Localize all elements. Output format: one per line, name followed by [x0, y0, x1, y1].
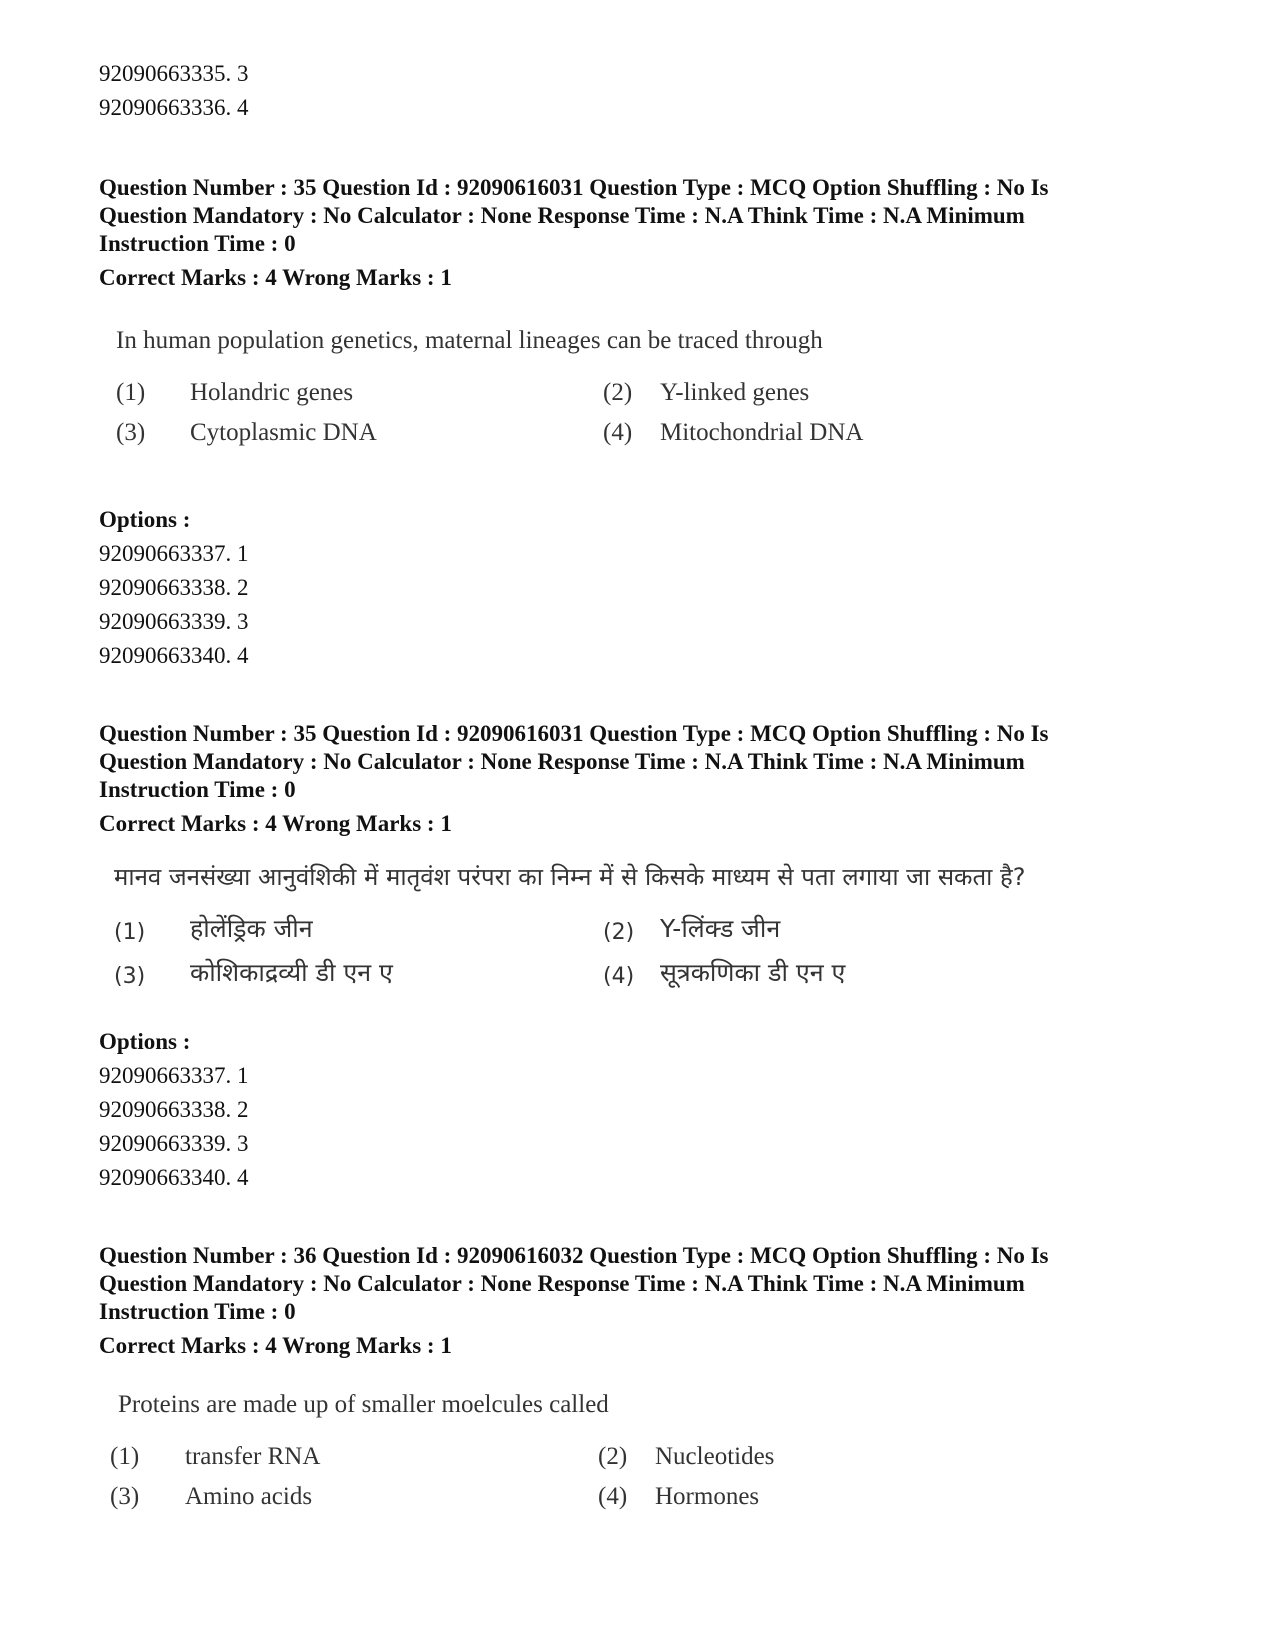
choice-number: (3) [110, 1483, 140, 1510]
choice-text: Holandric genes [190, 379, 354, 406]
choice-number: (1) [116, 379, 146, 406]
question-meta-line: Question Number : 36 Question Id : 92090616032 Question Type : MCQ Option Shuffling : No Is [99, 1243, 1049, 1268]
choice-text: Y-linked genes [660, 379, 810, 406]
question-text: मानव जनसंख्या आनुवंशिकी में मातृवंश परंपरा का निम्न में से किसके माध्यम से पता लगाया जा सकता है? [114, 863, 1026, 891]
choice-number: (3) [114, 964, 146, 989]
choice-text: Cytoplasmic DNA [190, 419, 377, 446]
option-line: 92090663338. 2 [99, 575, 249, 600]
question-meta-line: Question Mandatory : No Calculator : None Response Time : N.A Think Time : N.A Minimum [99, 1271, 1025, 1296]
options-heading: Options : [99, 1029, 191, 1054]
option-line: 92090663337. 1 [99, 1063, 249, 1088]
choice-text: Y-लिंक्ड जीन [660, 914, 781, 943]
choice-number: (3) [116, 419, 146, 446]
question-meta-line: Question Mandatory : No Calculator : None Response Time : N.A Think Time : N.A Minimum [99, 203, 1025, 228]
choice-text: Mitochondrial DNA [660, 419, 864, 446]
choice-number: (2) [598, 1443, 628, 1470]
options-heading: Options : [99, 507, 191, 532]
marks-line: Correct Marks : 4 Wrong Marks : 1 [99, 1333, 452, 1358]
option-line: 92090663336. 4 [99, 95, 249, 120]
question-meta-line: Question Number : 35 Question Id : 92090616031 Question Type : MCQ Option Shuffling : No Is [99, 175, 1049, 200]
option-line: 92090663335. 3 [99, 61, 249, 86]
option-line: 92090663338. 2 [99, 1097, 249, 1122]
choice-number: (4) [598, 1483, 628, 1510]
question-meta-line: Instruction Time : 0 [99, 1299, 296, 1324]
choice-text: Amino acids [185, 1483, 313, 1510]
question-text: Proteins are made up of smaller moelcules called [118, 1391, 609, 1418]
option-line: 92090663339. 3 [99, 1131, 249, 1156]
question-text: In human population genetics, maternal lineages can be traced through [116, 327, 823, 354]
marks-line: Correct Marks : 4 Wrong Marks : 1 [99, 265, 452, 290]
choice-text: transfer RNA [185, 1443, 321, 1470]
choice-text: Hormones [655, 1483, 760, 1510]
question-meta-line: Question Number : 35 Question Id : 92090616031 Question Type : MCQ Option Shuffling : No Is [99, 721, 1049, 746]
option-line: 92090663340. 4 [99, 643, 249, 668]
question-meta-line: Instruction Time : 0 [99, 777, 296, 802]
choice-number: (2) [603, 920, 635, 945]
choice-text: सूत्रकणिका डी एन ए [660, 958, 846, 987]
marks-line: Correct Marks : 4 Wrong Marks : 1 [99, 811, 452, 836]
choice-number: (1) [114, 920, 146, 945]
option-line: 92090663339. 3 [99, 609, 249, 634]
choice-number: (1) [110, 1443, 140, 1470]
choice-number: (4) [603, 419, 633, 446]
question-meta-line: Question Mandatory : No Calculator : None Response Time : N.A Think Time : N.A Minimum [99, 749, 1025, 774]
option-line: 92090663340. 4 [99, 1165, 249, 1190]
question-meta-line: Instruction Time : 0 [99, 231, 296, 256]
choice-text: Nucleotides [655, 1443, 775, 1470]
option-line: 92090663337. 1 [99, 541, 249, 566]
choice-text: होलेंड्रिक जीन [190, 914, 313, 943]
choice-text: कोशिकाद्रव्यी डी एन ए [190, 958, 393, 987]
choice-number: (2) [603, 379, 633, 406]
choice-number: (4) [603, 964, 635, 989]
